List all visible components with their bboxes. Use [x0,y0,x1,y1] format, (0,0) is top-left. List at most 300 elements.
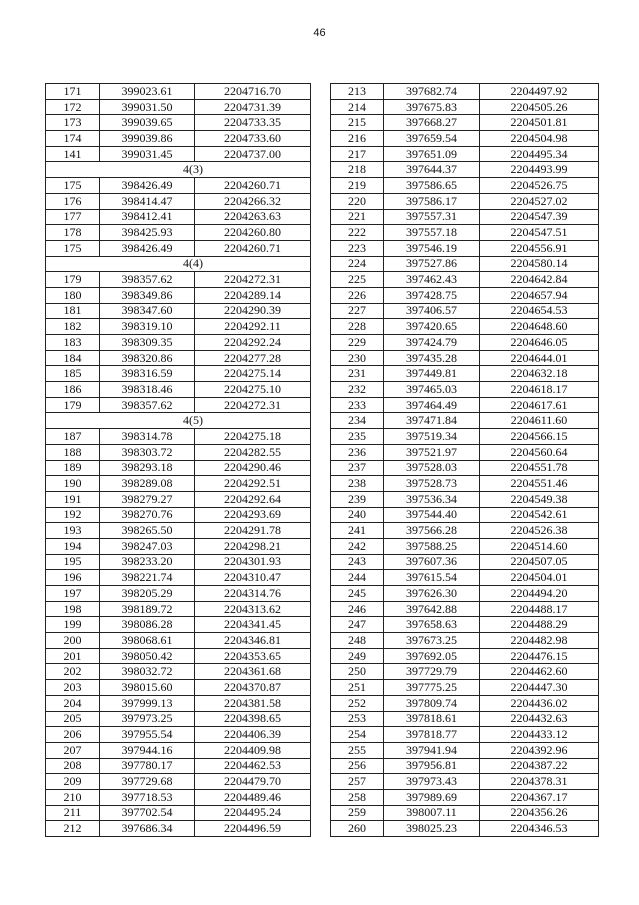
x-coordinate: 397465.03 [384,382,480,398]
table-row [46,758,311,774]
x-coordinate: 397586.17 [384,193,480,209]
x-coordinate: 398320.86 [100,350,195,366]
x-coordinate: 397651.09 [384,146,480,162]
page-number: 46 [313,27,326,39]
y-coordinate: 2204648.60 [480,319,599,335]
x-coordinate: 397809.74 [384,695,480,711]
y-coordinate: 2204644.01 [480,350,599,366]
point-number: 192 [46,507,100,523]
table-row [331,695,599,711]
y-coordinate: 2204282.55 [195,444,311,460]
point-number: 178 [46,225,100,241]
x-coordinate: 397642.88 [384,601,480,617]
x-coordinate: 398349.86 [100,287,195,303]
y-coordinate: 2204356.26 [480,805,599,821]
point-number: 176 [46,193,100,209]
y-coordinate: 2204632.18 [480,366,599,382]
point-number: 196 [46,570,100,586]
x-coordinate: 397424.79 [384,335,480,351]
table-row [46,209,311,225]
point-number: 193 [46,523,100,539]
x-coordinate: 397941.94 [384,742,480,758]
x-coordinate: 397471.84 [384,413,480,429]
point-number: 255 [331,742,384,758]
y-coordinate: 2204646.05 [480,335,599,351]
x-coordinate: 398425.93 [100,225,195,241]
y-coordinate: 2204275.18 [195,429,311,445]
y-coordinate: 2204289.14 [195,287,311,303]
y-coordinate: 2204556.91 [480,240,599,256]
point-number: 245 [331,586,384,602]
table-row [46,335,311,351]
table-row [331,335,599,351]
x-coordinate: 397435.28 [384,350,480,366]
table-row [46,789,311,805]
table-row [46,570,311,586]
x-coordinate: 397566.28 [384,523,480,539]
table-row [331,491,599,507]
y-coordinate: 2204501.81 [480,115,599,131]
y-coordinate: 2204494.20 [480,586,599,602]
point-number: 213 [331,84,384,100]
y-coordinate: 2204313.62 [195,601,311,617]
x-coordinate: 398032.72 [100,664,195,680]
x-coordinate: 397729.79 [384,664,480,680]
table-row [46,397,311,413]
table-row [46,84,311,100]
point-number: 241 [331,523,384,539]
x-coordinate: 398265.50 [100,523,195,539]
table-row [331,303,599,319]
x-coordinate: 397718.53 [100,789,195,805]
y-coordinate: 2204488.17 [480,601,599,617]
y-coordinate: 2204260.71 [195,240,311,256]
point-number: 257 [331,774,384,790]
section-header-row [46,256,311,272]
y-coordinate: 2204618.17 [480,382,599,398]
point-number: 173 [46,115,100,131]
table-row [46,586,311,602]
table-row [331,397,599,413]
y-coordinate: 2204298.21 [195,538,311,554]
y-coordinate: 2204547.51 [480,225,599,241]
y-coordinate: 2204292.51 [195,476,311,492]
point-number: 183 [46,335,100,351]
table-row [46,287,311,303]
x-coordinate: 397973.43 [384,774,480,790]
y-coordinate: 2204398.65 [195,711,311,727]
table-row [331,444,599,460]
y-coordinate: 2204504.01 [480,570,599,586]
table-row [331,601,599,617]
point-number: 219 [331,178,384,194]
point-number: 198 [46,601,100,617]
table-row [46,193,311,209]
point-number: 171 [46,84,100,100]
y-coordinate: 2204447.30 [480,680,599,696]
x-coordinate: 398007.11 [384,805,480,821]
section-label: 4(5) [46,413,311,429]
table-row [46,805,311,821]
point-number: 185 [46,366,100,382]
y-coordinate: 2204496.59 [195,821,311,837]
point-number: 195 [46,554,100,570]
section-header-row [46,413,311,429]
table-row [331,460,599,476]
point-number: 177 [46,209,100,225]
x-coordinate: 397464.49 [384,397,480,413]
point-number: 197 [46,586,100,602]
table-row [46,711,311,727]
y-coordinate: 2204361.68 [195,664,311,680]
table-row [331,821,599,837]
table-row [46,664,311,680]
point-number: 191 [46,491,100,507]
y-coordinate: 2204560.64 [480,444,599,460]
table-row [46,633,311,649]
point-number: 205 [46,711,100,727]
point-number: 230 [331,350,384,366]
x-coordinate: 397973.25 [100,711,195,727]
x-coordinate: 397586.65 [384,178,480,194]
table-row [331,84,599,100]
table-row [46,648,311,664]
x-coordinate: 398414.47 [100,193,195,209]
x-coordinate: 398015.60 [100,680,195,696]
table-row [331,570,599,586]
table-row [46,429,311,445]
point-number: 217 [331,146,384,162]
y-coordinate: 2204432.63 [480,711,599,727]
point-number: 208 [46,758,100,774]
x-coordinate: 397956.81 [384,758,480,774]
x-coordinate: 397999.13 [100,695,195,711]
table-row [46,460,311,476]
table-row [46,115,311,131]
table-row [331,523,599,539]
point-number: 211 [46,805,100,821]
table-row [46,476,311,492]
y-coordinate: 2204482.98 [480,633,599,649]
table-row [46,350,311,366]
table-row [331,413,599,429]
y-coordinate: 2204495.34 [480,146,599,162]
table-row [331,366,599,382]
point-number: 204 [46,695,100,711]
x-coordinate: 398270.76 [100,507,195,523]
point-number: 243 [331,554,384,570]
point-number: 247 [331,617,384,633]
x-coordinate: 397546.19 [384,240,480,256]
x-coordinate: 399031.50 [100,99,195,115]
point-number: 184 [46,350,100,366]
x-coordinate: 398189.72 [100,601,195,617]
point-number: 259 [331,805,384,821]
y-coordinate: 2204381.58 [195,695,311,711]
point-number: 242 [331,538,384,554]
x-coordinate: 397607.36 [384,554,480,570]
y-coordinate: 2204642.84 [480,272,599,288]
y-coordinate: 2204611.60 [480,413,599,429]
section-label: 4(3) [46,162,311,178]
y-coordinate: 2204293.69 [195,507,311,523]
point-number: 201 [46,648,100,664]
point-number: 220 [331,193,384,209]
point-number: 186 [46,382,100,398]
point-number: 216 [331,131,384,147]
y-coordinate: 2204436.02 [480,695,599,711]
point-number: 251 [331,680,384,696]
y-coordinate: 2204551.46 [480,476,599,492]
y-coordinate: 2204549.38 [480,491,599,507]
point-number: 215 [331,115,384,131]
point-number: 234 [331,413,384,429]
point-number: 260 [331,821,384,837]
x-coordinate: 398314.78 [100,429,195,445]
table-row [331,633,599,649]
table-row [46,774,311,790]
x-coordinate: 397544.40 [384,507,480,523]
point-number: 239 [331,491,384,507]
table-row [331,774,599,790]
point-number: 250 [331,664,384,680]
table-row [331,146,599,162]
table-row [331,131,599,147]
x-coordinate: 398309.35 [100,335,195,351]
x-coordinate: 398233.20 [100,554,195,570]
point-number: 226 [331,287,384,303]
point-number: 237 [331,460,384,476]
table-row [331,350,599,366]
table-row [331,617,599,633]
point-number: 256 [331,758,384,774]
x-coordinate: 398347.60 [100,303,195,319]
x-coordinate: 398318.46 [100,382,195,398]
y-coordinate: 2204731.39 [195,99,311,115]
point-number: 253 [331,711,384,727]
x-coordinate: 398025.23 [384,821,480,837]
x-coordinate: 398086.28 [100,617,195,633]
point-number: 190 [46,476,100,492]
y-coordinate: 2204526.75 [480,178,599,194]
y-coordinate: 2204378.31 [480,774,599,790]
y-coordinate: 2204493.99 [480,162,599,178]
x-coordinate: 397989.69 [384,789,480,805]
point-number: 212 [46,821,100,837]
table-row [46,225,311,241]
y-coordinate: 2204310.47 [195,570,311,586]
table-row [331,476,599,492]
table-row [331,193,599,209]
y-coordinate: 2204353.65 [195,648,311,664]
section-header-row [46,162,311,178]
point-number: 248 [331,633,384,649]
x-coordinate: 397658.63 [384,617,480,633]
x-coordinate: 397692.05 [384,648,480,664]
table-row [331,711,599,727]
point-number: 236 [331,444,384,460]
x-coordinate: 397668.27 [384,115,480,131]
section-label: 4(4) [46,256,311,272]
x-coordinate: 398293.18 [100,460,195,476]
x-coordinate: 398357.62 [100,397,195,413]
x-coordinate: 397519.34 [384,429,480,445]
table-row [46,554,311,570]
x-coordinate: 397428.75 [384,287,480,303]
y-coordinate: 2204301.93 [195,554,311,570]
table-row [46,444,311,460]
table-row [331,256,599,272]
y-coordinate: 2204488.29 [480,617,599,633]
x-coordinate: 397527.86 [384,256,480,272]
table-row [46,601,311,617]
y-coordinate: 2204433.12 [480,727,599,743]
point-number: 240 [331,507,384,523]
x-coordinate: 397528.73 [384,476,480,492]
x-coordinate: 397615.54 [384,570,480,586]
table-row [331,586,599,602]
x-coordinate: 398357.62 [100,272,195,288]
table-row [46,491,311,507]
table-row [46,742,311,758]
table-row [46,366,311,382]
x-coordinate: 397462.43 [384,272,480,288]
table-row [46,523,311,539]
y-coordinate: 2204341.45 [195,617,311,633]
y-coordinate: 2204406.39 [195,727,311,743]
x-coordinate: 397536.34 [384,491,480,507]
point-number: 206 [46,727,100,743]
y-coordinate: 2204290.46 [195,460,311,476]
point-number: 222 [331,225,384,241]
table-row [331,789,599,805]
x-coordinate: 398068.61 [100,633,195,649]
x-coordinate: 397682.74 [384,84,480,100]
y-coordinate: 2204292.24 [195,335,311,351]
point-number: 224 [331,256,384,272]
table-row [331,178,599,194]
table-row [331,225,599,241]
table-row [46,178,311,194]
y-coordinate: 2204716.70 [195,84,311,100]
y-coordinate: 2204476.15 [480,648,599,664]
point-number: 249 [331,648,384,664]
point-number: 210 [46,789,100,805]
coordinates-table-right [330,83,599,837]
x-coordinate: 398303.72 [100,444,195,460]
point-number: 175 [46,178,100,194]
table-row [331,429,599,445]
x-coordinate: 397626.30 [384,586,480,602]
y-coordinate: 2204504.98 [480,131,599,147]
table-row [46,131,311,147]
x-coordinate: 397420.65 [384,319,480,335]
table-row [331,507,599,523]
y-coordinate: 2204527.02 [480,193,599,209]
table-row [331,99,599,115]
x-coordinate: 399031.45 [100,146,195,162]
x-coordinate: 398247.03 [100,538,195,554]
y-coordinate: 2204314.76 [195,586,311,602]
y-coordinate: 2204260.71 [195,178,311,194]
x-coordinate: 398050.42 [100,648,195,664]
table-row [46,617,311,633]
x-coordinate: 397673.25 [384,633,480,649]
y-coordinate: 2204387.22 [480,758,599,774]
point-number: 188 [46,444,100,460]
y-coordinate: 2204547.39 [480,209,599,225]
table-row [46,727,311,743]
y-coordinate: 2204409.98 [195,742,311,758]
x-coordinate: 397675.83 [384,99,480,115]
x-coordinate: 397818.77 [384,727,480,743]
point-number: 209 [46,774,100,790]
y-coordinate: 2204367.17 [480,789,599,805]
y-coordinate: 2204275.10 [195,382,311,398]
x-coordinate: 399039.65 [100,115,195,131]
x-coordinate: 398426.49 [100,240,195,256]
y-coordinate: 2204292.11 [195,319,311,335]
table-row [331,648,599,664]
point-number: 179 [46,272,100,288]
table-row [331,805,599,821]
y-coordinate: 2204551.78 [480,460,599,476]
y-coordinate: 2204495.24 [195,805,311,821]
y-coordinate: 2204526.38 [480,523,599,539]
y-coordinate: 2204266.32 [195,193,311,209]
table-row [46,821,311,837]
y-coordinate: 2204462.60 [480,664,599,680]
x-coordinate: 397557.31 [384,209,480,225]
point-number: 182 [46,319,100,335]
x-coordinate: 398205.29 [100,586,195,602]
y-coordinate: 2204737.00 [195,146,311,162]
point-number: 202 [46,664,100,680]
x-coordinate: 399039.86 [100,131,195,147]
point-number: 141 [46,146,100,162]
table-row [331,209,599,225]
y-coordinate: 2204275.14 [195,366,311,382]
x-coordinate: 397955.54 [100,727,195,743]
point-number: 238 [331,476,384,492]
point-number: 218 [331,162,384,178]
x-coordinate: 398319.10 [100,319,195,335]
table-row [46,272,311,288]
y-coordinate: 2204272.31 [195,397,311,413]
x-coordinate: 397406.57 [384,303,480,319]
y-coordinate: 2204263.63 [195,209,311,225]
point-number: 228 [331,319,384,335]
point-number: 199 [46,617,100,633]
table-row [331,272,599,288]
y-coordinate: 2204290.39 [195,303,311,319]
y-coordinate: 2204657.94 [480,287,599,303]
x-coordinate: 397644.37 [384,162,480,178]
point-number: 258 [331,789,384,805]
y-coordinate: 2204462.53 [195,758,311,774]
x-coordinate: 397780.17 [100,758,195,774]
table-row [331,742,599,758]
point-number: 231 [331,366,384,382]
x-coordinate: 397818.61 [384,711,480,727]
table-row [331,758,599,774]
table-row [331,538,599,554]
table-row [331,680,599,696]
x-coordinate: 397944.16 [100,742,195,758]
y-coordinate: 2204542.61 [480,507,599,523]
y-coordinate: 2204507.05 [480,554,599,570]
x-coordinate: 398426.49 [100,178,195,194]
